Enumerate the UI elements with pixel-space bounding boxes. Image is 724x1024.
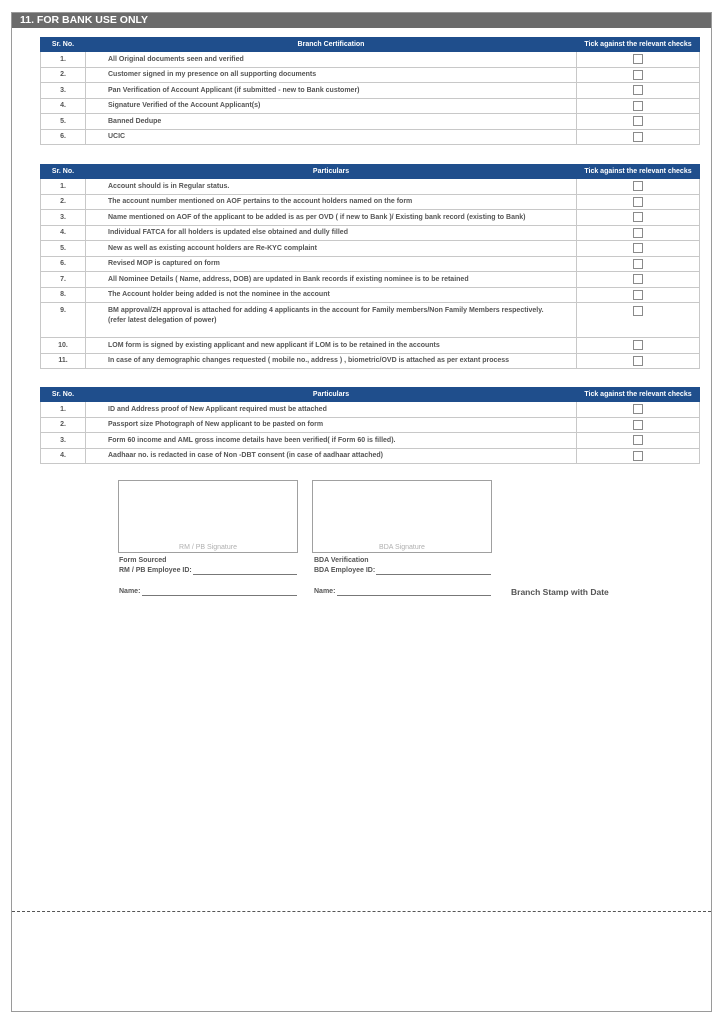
bda-name-label: Name: [314, 588, 336, 595]
table-row [41, 52, 700, 68]
column-header-sr-no: Sr. No. [41, 388, 86, 402]
row-text: UCIC [86, 129, 577, 145]
bda-verification-label: BDA Verification [314, 557, 369, 564]
row-sr-no: 2. [41, 194, 86, 210]
bda-signature-box[interactable] [312, 480, 492, 553]
check-box[interactable] [633, 212, 643, 222]
row-sr-no: 6. [41, 129, 86, 145]
table-row [41, 225, 700, 241]
table-row [41, 303, 700, 338]
bda-employee-id-field[interactable] [376, 574, 491, 575]
row-sr-no: 8. [41, 287, 86, 303]
row-text: Signature Verified of the Account Applicant(s) [86, 98, 577, 114]
column-header-sr-no: Sr. No. [41, 38, 86, 52]
check-box[interactable] [633, 420, 643, 430]
table-row [41, 129, 700, 145]
row-text [86, 303, 577, 338]
row-sr-no: 11. [41, 353, 86, 369]
check-box[interactable] [633, 306, 643, 316]
column-header-tick: Tick against the relevant checks [577, 165, 700, 179]
check-box[interactable] [633, 116, 643, 126]
column-header-tick: Tick against the relevant checks [577, 38, 700, 52]
row-sr-no: 4. [41, 448, 86, 464]
row-sr-no: 4. [41, 225, 86, 241]
row-text: The Account holder being added is not the nominee in the account [86, 287, 577, 303]
check-box[interactable] [633, 228, 643, 238]
branch-stamp-label: Branch Stamp with Date [511, 587, 609, 597]
rm-signature-box[interactable] [118, 480, 298, 553]
cut-line [12, 911, 711, 912]
table-row [41, 402, 700, 418]
row-text: Individual FATCA for all holders is updated else obtained and dully filled [86, 225, 577, 241]
rm-signature-caption: RM / PB Signature [179, 544, 237, 551]
table-header-row [41, 165, 700, 179]
row-sr-no: 5. [41, 114, 86, 130]
check-box[interactable] [633, 197, 643, 207]
column-header-branch-certification: Branch Certification [86, 38, 577, 52]
check-box[interactable] [633, 70, 643, 80]
check-box[interactable] [633, 259, 643, 269]
table-row [41, 448, 700, 464]
check-box[interactable] [633, 290, 643, 300]
check-box[interactable] [633, 274, 643, 284]
row-sr-no: 3. [41, 83, 86, 99]
new-applicant-table [40, 387, 700, 464]
table-row [41, 353, 700, 369]
row-text: Aadhaar no. is redacted in case of Non -DBT consent (in case of aadhaar attached) [86, 448, 577, 464]
row-sr-no: 3. [41, 210, 86, 226]
bda-name-field[interactable] [337, 595, 491, 596]
table-row [41, 272, 700, 288]
row-sr-no: 6. [41, 256, 86, 272]
row-text: Form 60 income and AML gross income details have been verified( if Form 60 is filled). [86, 433, 577, 449]
particulars-table [40, 164, 700, 369]
row-text: Passport size Photograph of New applicant to be pasted on form [86, 417, 577, 433]
check-box[interactable] [633, 243, 643, 253]
row-text: Pan Verification of Account Applicant (if submitted - new to Bank customer) [86, 83, 577, 99]
row-text: ID and Address proof of New Applicant required must be attached [86, 402, 577, 418]
table-row [41, 241, 700, 257]
rm-name-field[interactable] [142, 595, 297, 596]
column-header-tick: Tick against the relevant checks [577, 388, 700, 402]
table-row [41, 179, 700, 195]
rm-employee-id-field[interactable] [193, 574, 297, 575]
table-row [41, 210, 700, 226]
row-sr-no: 1. [41, 179, 86, 195]
row-text-line-2: (refer latest delegation of power) [108, 317, 217, 324]
check-box[interactable] [633, 132, 643, 142]
form-sourced-label: Form Sourced [119, 557, 167, 564]
row-text: Banned Dedupe [86, 114, 577, 130]
row-sr-no: 7. [41, 272, 86, 288]
table-row [41, 114, 700, 130]
table-row [41, 338, 700, 354]
column-header-particulars: Particulars [86, 165, 577, 179]
check-box[interactable] [633, 435, 643, 445]
table-row [41, 433, 700, 449]
table-row [41, 98, 700, 114]
check-box[interactable] [633, 356, 643, 366]
check-box[interactable] [633, 181, 643, 191]
table-row [41, 67, 700, 83]
row-sr-no: 5. [41, 241, 86, 257]
bda-employee-id-label: BDA Employee ID: [314, 567, 376, 574]
row-text: Customer signed in my presence on all supporting documents [86, 67, 577, 83]
column-header-particulars: Particulars [86, 388, 577, 402]
table-row [41, 194, 700, 210]
row-text: All Nominee Details ( Name, address, DOB) are updated in Bank records if existing nominee is to be retained [86, 272, 577, 288]
check-box[interactable] [633, 85, 643, 95]
bda-signature-caption: BDA Signature [379, 544, 425, 551]
table-header-row [41, 388, 700, 402]
row-sr-no: 4. [41, 98, 86, 114]
check-box[interactable] [633, 54, 643, 64]
check-box[interactable] [633, 101, 643, 111]
row-text: Name mentioned on AOF of the applicant to be added is as per OVD ( if new to Bank )/ Existing bank record (existing to Bank) [86, 210, 577, 226]
row-sr-no: 1. [41, 402, 86, 418]
check-box[interactable] [633, 340, 643, 350]
check-box[interactable] [633, 404, 643, 414]
table-row [41, 417, 700, 433]
row-text: The account number mentioned on AOF pertains to the account holders named on the form [86, 194, 577, 210]
row-text: In case of any demographic changes requested ( mobile no., address ) , biometric/OVD is attached as per extant process [86, 353, 577, 369]
row-sr-no: 1. [41, 52, 86, 68]
row-sr-no: 2. [41, 417, 86, 433]
table-row [41, 287, 700, 303]
row-sr-no: 9. [41, 303, 86, 338]
row-text: Revised MOP is captured on form [86, 256, 577, 272]
table-row [41, 256, 700, 272]
row-sr-no: 2. [41, 67, 86, 83]
row-text: Account should is in Regular status. [86, 179, 577, 195]
row-text-line-1: BM approval/ZH approval is attached for adding 4 applicants in the account for Family members/Non Family Members respectively. [108, 307, 544, 314]
table-header-row [41, 38, 700, 52]
section-header: 11. FOR BANK USE ONLY [12, 13, 711, 28]
check-box[interactable] [633, 451, 643, 461]
row-sr-no: 10. [41, 338, 86, 354]
branch-certification-table [40, 37, 700, 145]
table-row [41, 83, 700, 99]
rm-employee-id-label: RM / PB Employee ID: [119, 567, 192, 574]
row-sr-no: 3. [41, 433, 86, 449]
row-text: All Original documents seen and verified [86, 52, 577, 68]
row-text: LOM form is signed by existing applicant and new applicant if LOM is to be retained in the accounts [86, 338, 577, 354]
row-text: New as well as existing account holders are Re-KYC complaint [86, 241, 577, 257]
rm-name-label: Name: [119, 588, 141, 595]
column-header-sr-no: Sr. No. [41, 165, 86, 179]
